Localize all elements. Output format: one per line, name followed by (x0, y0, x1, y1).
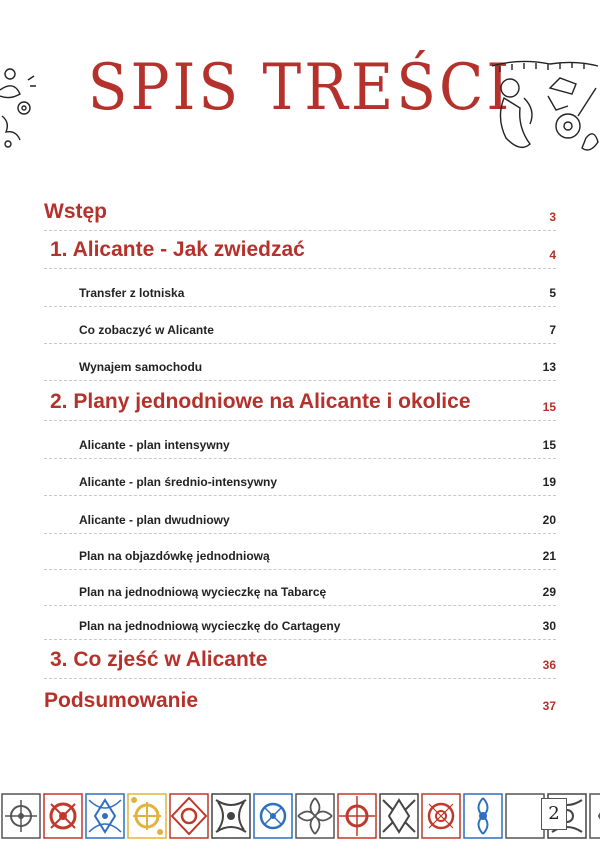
toc-entry[interactable] (44, 538, 556, 570)
spanish-tile-border-icon (0, 790, 600, 842)
toc-entry-label: Wstęp (44, 200, 107, 223)
tile-icon (252, 790, 294, 842)
tile-icon (294, 790, 336, 842)
toc-entry-page: 3 (549, 210, 556, 224)
toc-entry[interactable] (44, 427, 556, 459)
toc-entry-page: 19 (542, 475, 556, 489)
toc-entry-label: 3. Co zjeść w Alicante (50, 648, 268, 671)
page-title: SPIS TREŚCI (87, 49, 513, 125)
toc-entry-label: Alicante - plan średnio-intensywny (79, 475, 278, 489)
toc-entry[interactable] (44, 502, 556, 534)
page-number: 2 (541, 798, 567, 830)
toc-entry-page: 15 (542, 438, 556, 452)
tile-icon (168, 790, 210, 842)
toc-entry-label: Podsumowanie (44, 689, 199, 712)
toc-entry[interactable] (44, 349, 556, 381)
tile-icon (210, 790, 252, 842)
tile-icon (378, 790, 420, 842)
toc-entry-page: 29 (542, 585, 556, 599)
toc-entry-label: 2. Plany jednodniowe na Alicante i okolice (50, 390, 471, 413)
toc-entry-page: 21 (542, 549, 556, 563)
toc-entry-label: Wynajem samochodu (79, 360, 203, 374)
tile-icon (462, 790, 504, 842)
toc-entry-page: 36 (542, 658, 556, 672)
tile-icon (84, 790, 126, 842)
toc-entry-label: Transfer z lotniska (79, 286, 185, 300)
tile-icon (42, 790, 84, 842)
toc-entry-label: Plan na objazdówkę jednodniową (79, 549, 270, 563)
flamenco-dancer-guitar-icon (490, 58, 600, 158)
toc-entry-page: 37 (542, 699, 556, 713)
toc-entry[interactable] (44, 646, 556, 679)
toc-entry[interactable] (44, 388, 556, 421)
toc-entry-label: 1. Alicante - Jak zwiedzać (50, 238, 305, 261)
toc-entry-label: Co zobaczyć w Alicante (79, 323, 214, 337)
toc-entry[interactable] (44, 574, 556, 606)
toc-entry-page: 5 (549, 286, 556, 300)
tile-icon (420, 790, 462, 842)
tile-icon (588, 790, 600, 842)
toc-entry[interactable] (44, 274, 556, 307)
toc-entry[interactable] (44, 200, 556, 231)
toc-entry-page: 20 (542, 513, 556, 527)
tile-icon (126, 790, 168, 842)
tile-icon (336, 790, 378, 842)
toc-entry-page: 7 (549, 323, 556, 337)
toc-entry-page: 4 (549, 248, 556, 262)
toc-entry[interactable] (44, 608, 556, 640)
toc-entry[interactable] (44, 236, 556, 269)
toc-entry-label: Plan na jednodniową wycieczkę na Tabarcę (79, 585, 327, 599)
toc-entry-page: 13 (542, 360, 556, 374)
toc-entry-label: Alicante - plan intensywny (79, 438, 230, 452)
toc-entry-label: Alicante - plan dwudniowy (79, 513, 230, 527)
toc-entry-label: Plan na jednodniową wycieczkę do Cartageny (79, 619, 341, 633)
tile-icon (504, 790, 546, 842)
tile-icon (0, 790, 42, 842)
toc-entry[interactable] (44, 688, 556, 719)
toc-entry-page: 30 (542, 619, 556, 633)
toc-entry[interactable] (44, 464, 556, 496)
toc-entry-page: 15 (542, 400, 556, 414)
toc-entry[interactable] (44, 312, 556, 344)
